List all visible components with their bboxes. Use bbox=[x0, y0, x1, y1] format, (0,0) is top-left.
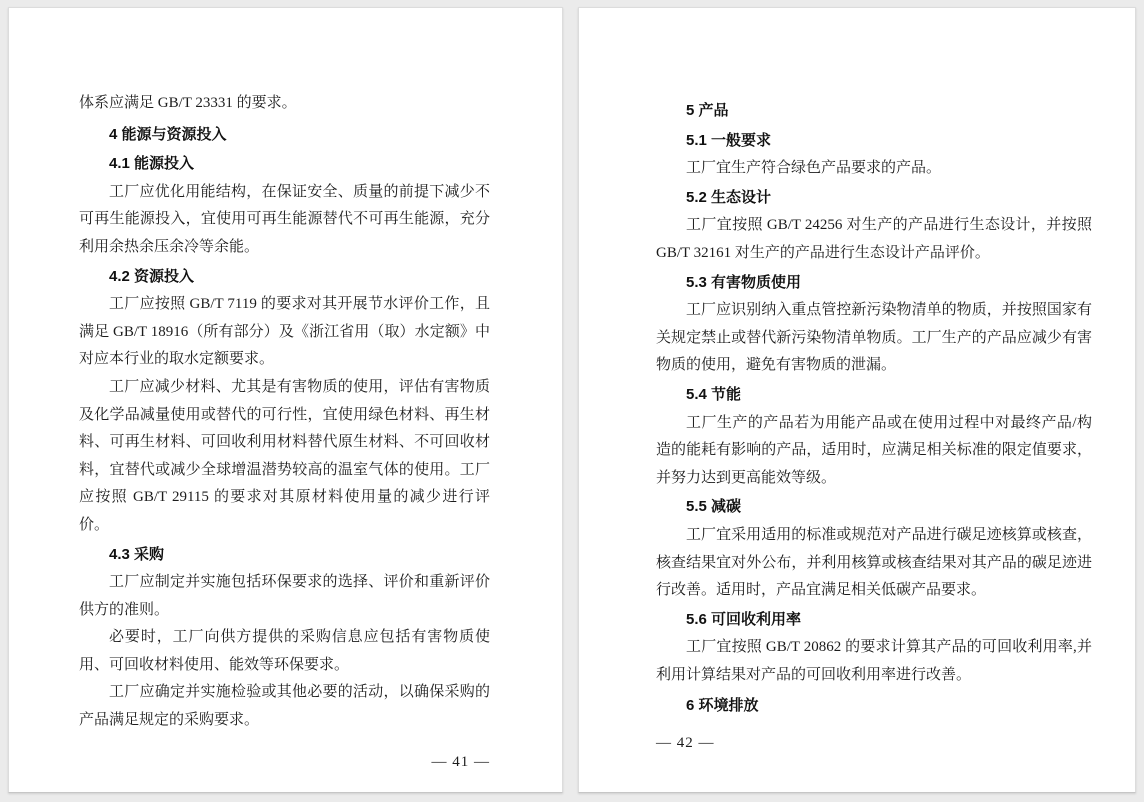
paragraph: 工厂应按照 GB/T 7119 的要求对其开展节水评价工作，且满足 GB/T 18916（所有部分）及《浙江省用（取）水定额》中对应本行业的取水定额要求。 bbox=[79, 296, 490, 368]
subsection-heading: 5.6 可回收利用率 bbox=[686, 610, 802, 628]
subsection-heading: 5.3 有害物质使用 bbox=[686, 273, 802, 291]
page-41 bbox=[8, 7, 563, 793]
page-42 bbox=[578, 7, 1136, 793]
paragraph: 工厂应减少材料、尤其是有害物质的使用，评估有害物质及化学品减量使用或替代的可行性，宜使用绿色材料、再生材料、可再生材料、可回收利用材料替代原生材料、不可回收材料，宜替代或减少全球增温潜势较高的温室气体的使用。工厂应按照 GB/T 29115 的要求对其原材料使用量的减少进行评价。 bbox=[79, 378, 490, 533]
paragraph: 工厂应优化用能结构，在保证安全、质量的前提下减少不可再生能源投入，宜使用可再生能源替代不可再生能源，充分利用余热余压余冷等余能。 bbox=[79, 183, 490, 255]
subsection-heading: 4.1 能源投入 bbox=[109, 155, 195, 173]
subsection-heading: 5.4 节能 bbox=[686, 385, 742, 403]
paragraph: 工厂宜按照 GB/T 24256 对生产的产品进行生态设计，并按照 GB/T 32161 对生产的产品进行生态设计产品评价。 bbox=[656, 217, 1092, 261]
paragraph: 工厂应制定并实施包括环保要求的选择、评价和重新评价供方的准则。 bbox=[79, 574, 490, 618]
paragraph: 工厂宜采用适用的标准或规范对产品进行碳足迹核算或核查，核查结果宜对外公布，并利用核算或核查结果对其产品的碳足迹进行改善。适用时，产品宜满足相关低碳产品要求。 bbox=[656, 526, 1092, 599]
paragraph: 必要时，工厂向供方提供的采购信息应包括有害物质使用、可回收材料使用、能效等环保要求。 bbox=[79, 629, 490, 673]
section-heading: 5 产品 bbox=[686, 102, 729, 119]
page-number: — 41 — bbox=[431, 753, 490, 770]
section-heading: 4 能源与资源投入 bbox=[109, 125, 227, 143]
paragraph: 工厂宜生产符合绿色产品要求的产品。 bbox=[686, 160, 942, 177]
subsection-heading: 5.1 一般要求 bbox=[686, 131, 772, 149]
paragraph: 工厂应确定并实施检验或其他必要的活动，以确保采购的产品满足规定的采购要求。 bbox=[79, 684, 490, 729]
subsection-heading: 5.5 减碳 bbox=[686, 498, 742, 516]
paragraph: 工厂宜按照 GB/T 20862 的要求计算其产品的可回收利用率,并利用计算结果对产品的可回收利用率进行改善。 bbox=[656, 639, 1092, 683]
subsection-heading: 4.2 资源投入 bbox=[109, 267, 195, 285]
paragraph: 体系应满足 GB/T 23331 的要求。 bbox=[79, 95, 297, 111]
paragraph: 工厂应识别纳入重点管控新污染物清单的物质，并按照国家有关规定禁止或替代新污染物清单物质。工厂生产的产品应减少有害物质的使用，避免有害物质的泄漏。 bbox=[656, 302, 1092, 374]
paragraph: 工厂生产的产品若为用能产品或在使用过程中对最终产品/构造的能耗有影响的产品，适用时，应满足相关标准的限定值要求，并努力达到更高能效等级。 bbox=[656, 414, 1092, 486]
page-number: — 42 — bbox=[656, 735, 715, 752]
subsection-heading: 5.2 生态设计 bbox=[686, 188, 772, 206]
section-heading: 6 环境排放 bbox=[686, 697, 759, 715]
subsection-heading: 4.3 采购 bbox=[109, 545, 165, 563]
